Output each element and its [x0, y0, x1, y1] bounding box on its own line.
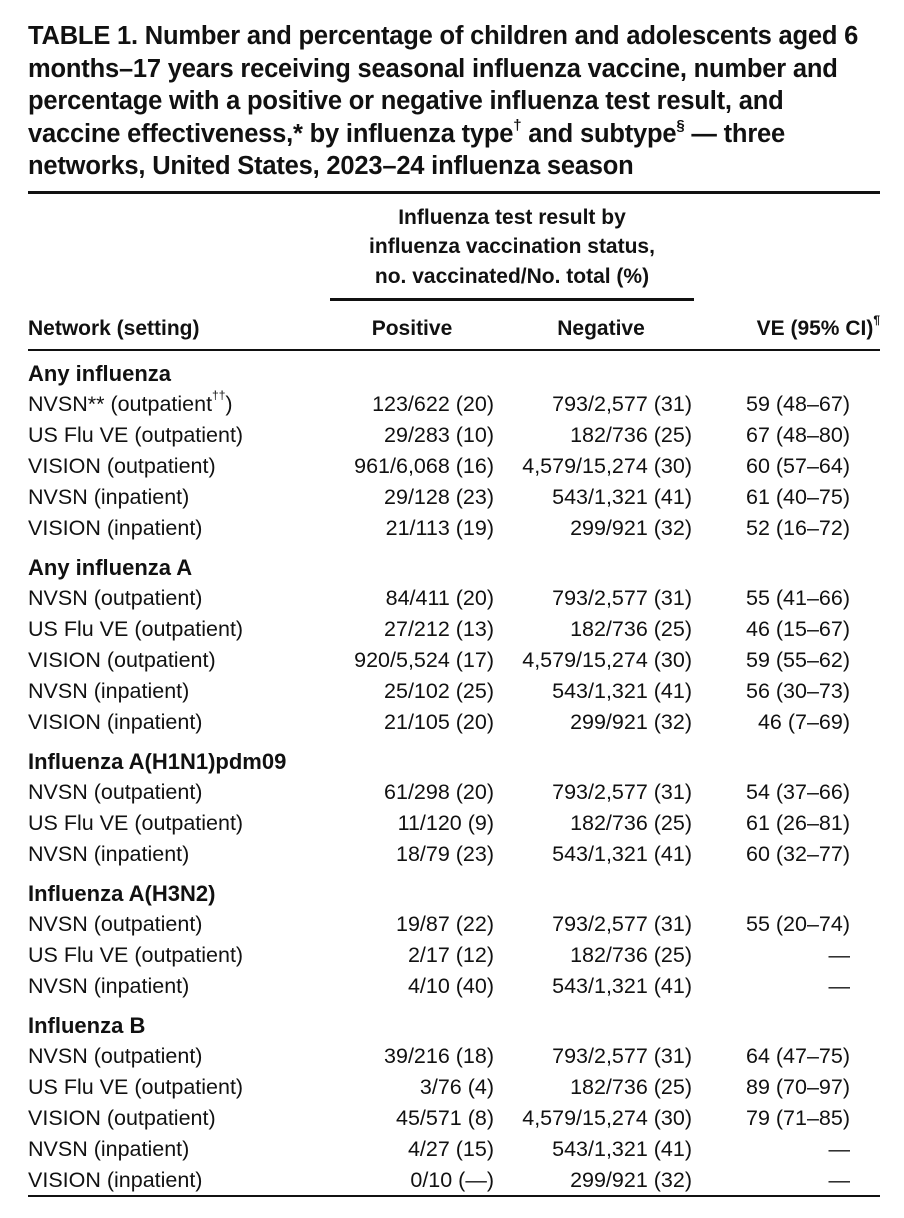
spanner-line-2: influenza vaccination status, — [369, 235, 655, 258]
cell-network — [28, 420, 243, 451]
column-header-ve-text: VE (95% CI) — [756, 316, 874, 340]
cell-negative: 543/1,321 (41) — [552, 678, 692, 703]
column-header-network: Network (setting) — [28, 316, 200, 340]
table-title — [28, 20, 880, 191]
table-row — [28, 513, 880, 544]
table-row — [28, 614, 880, 645]
cell-negative: 182/736 (25) — [570, 616, 692, 641]
table-group — [28, 878, 880, 1002]
cell-negative: 793/2,577 (31) — [552, 391, 692, 416]
cell-network-text: US Flu VE (outpatient) — [28, 942, 244, 967]
cell-network — [28, 777, 202, 808]
cell-positive: 920/5,524 (17) — [354, 647, 494, 672]
column-header-negative: Negative — [557, 316, 645, 340]
table-row — [28, 389, 880, 420]
cell-network — [28, 808, 243, 839]
group-title: Influenza A(H3N2) — [28, 880, 216, 906]
cell-negative: 299/921 (32) — [570, 709, 692, 734]
column-header-ve — [694, 312, 880, 343]
cell-ve: 52 (16–72) — [746, 515, 850, 540]
cell-network-text: VISION (inpatient) — [28, 515, 203, 540]
cell-network-text: VISION (outpatient) — [28, 453, 216, 478]
cell-ve: 60 (32–77) — [746, 841, 850, 866]
cell-positive: 3/76 (4) — [419, 1074, 494, 1099]
spanner-heading — [330, 203, 694, 292]
cell-network — [28, 1072, 243, 1103]
cell-negative: 182/736 (25) — [570, 810, 692, 835]
cell-network-text: NVSN (outpatient) — [28, 585, 203, 610]
cell-positive: 4/27 (15) — [407, 1136, 494, 1161]
cell-negative: 793/2,577 (31) — [552, 1043, 692, 1068]
cell-network-text: NVSN** (outpatient — [28, 391, 213, 416]
cell-positive: 39/216 (18) — [384, 1043, 494, 1068]
cell-network-text: US Flu VE (outpatient) — [28, 810, 244, 835]
cell-ve: 79 (71–85) — [746, 1105, 850, 1130]
cell-network — [28, 451, 216, 482]
cell-negative: 299/921 (32) — [570, 515, 692, 540]
table-row — [28, 420, 880, 451]
cell-ve: 46 (15–67) — [746, 616, 850, 641]
cell-network-text: NVSN (inpatient) — [28, 1136, 190, 1161]
table-row — [28, 808, 880, 839]
table-title-text: TABLE 1. Number and percentage of children and adolescents aged 6 months–17 years receiving seasonal influenza vaccine, number and percentage with a positive or negative influenza test result, and vaccine effectiveness,* by influenza type† and subtype§ — three networks, United States, 2023–24 influenza season — [28, 22, 859, 180]
cell-network-text: NVSN (outpatient) — [28, 911, 203, 936]
cell-network — [28, 614, 243, 645]
cell-ve: 55 (20–74) — [746, 911, 850, 936]
cell-network — [28, 971, 189, 1002]
cell-ve: 59 (55–62) — [746, 647, 850, 672]
table-row — [28, 1041, 880, 1072]
cell-ve: 60 (57–64) — [746, 453, 850, 478]
cell-positive: 29/128 (23) — [384, 484, 494, 509]
cell-negative: 182/736 (25) — [570, 1074, 692, 1099]
table-row — [28, 707, 880, 738]
cell-network — [28, 1165, 202, 1196]
table-row — [28, 971, 880, 1002]
cell-positive: 2/17 (12) — [407, 942, 494, 967]
cell-network-text: VISION (outpatient) — [28, 1105, 216, 1130]
cell-positive: 4/10 (40) — [407, 973, 494, 998]
cell-negative: 793/2,577 (31) — [552, 779, 692, 804]
cell-ve: — — [828, 1136, 850, 1161]
table-row — [28, 676, 880, 707]
cell-negative: 793/2,577 (31) — [552, 585, 692, 610]
spanner-rule — [330, 298, 694, 301]
table-row — [28, 1103, 880, 1134]
cell-ve: 55 (41–66) — [746, 585, 850, 610]
table-row — [28, 645, 880, 676]
table-group — [28, 358, 880, 544]
column-header-ve-footnote-mark: ¶ — [873, 312, 880, 327]
table-row — [28, 1134, 880, 1165]
cell-network — [28, 513, 202, 544]
cell-network — [28, 1103, 216, 1134]
cell-negative: 299/921 (32) — [570, 1167, 692, 1192]
cell-ve: 54 (37–66) — [746, 779, 850, 804]
cell-negative: 543/1,321 (41) — [552, 484, 692, 509]
table-row — [28, 909, 880, 940]
cell-ve: 64 (47–75) — [746, 1043, 850, 1068]
cell-ve: 89 (70–97) — [746, 1074, 850, 1099]
cell-negative: 543/1,321 (41) — [552, 1136, 692, 1161]
column-header-positive: Positive — [371, 316, 453, 340]
spanner-line-1: Influenza test result by — [398, 205, 626, 229]
spanner-line-3: no. vaccinated/No. total (%) — [374, 264, 650, 288]
cell-ve: 56 (30–73) — [746, 678, 850, 703]
cell-negative: 543/1,321 (41) — [552, 841, 692, 866]
table-row — [28, 777, 880, 808]
cell-positive: 11/120 (9) — [397, 810, 494, 835]
table-header — [28, 194, 880, 349]
cell-network-text: NVSN (inpatient) — [28, 678, 190, 703]
cell-network-text-end: ) — [225, 391, 233, 416]
table-row — [28, 482, 880, 513]
cell-positive: 61/298 (20) — [384, 779, 494, 804]
cell-negative: 182/736 (25) — [570, 942, 692, 967]
table-row — [28, 1165, 880, 1196]
cell-ve: — — [828, 973, 850, 998]
cell-positive: 961/6,068 (16) — [354, 453, 494, 478]
cell-ve: 46 (7–69) — [757, 709, 850, 734]
table-group — [28, 552, 880, 738]
cell-positive: 45/571 (8) — [395, 1105, 494, 1130]
cell-network — [28, 1134, 189, 1165]
bottom-rule — [28, 1195, 880, 1197]
cell-negative: 182/736 (25) — [570, 422, 692, 447]
cell-positive: 18/79 (23) — [395, 841, 494, 866]
table-row — [28, 583, 880, 614]
group-title: Influenza A(H1N1)pdm09 — [28, 748, 287, 774]
cell-network-text: US Flu VE (outpatient) — [28, 422, 244, 447]
cell-network — [28, 909, 202, 940]
table-page — [28, 20, 880, 1204]
cell-network — [28, 482, 189, 513]
cell-ve: 67 (48–80) — [746, 422, 850, 447]
cell-ve: — — [828, 942, 850, 967]
cell-network — [28, 707, 202, 738]
table-row — [28, 451, 880, 482]
cell-network-footnote-mark: †† — [212, 388, 226, 403]
cell-network — [28, 389, 233, 420]
cell-network-text: NVSN (outpatient) — [28, 1043, 203, 1068]
cell-network-text: NVSN (inpatient) — [28, 841, 190, 866]
cell-network — [28, 645, 216, 676]
cell-negative: 543/1,321 (41) — [552, 973, 692, 998]
group-title: Influenza B — [28, 1012, 146, 1038]
cell-negative: 793/2,577 (31) — [552, 911, 692, 936]
cell-ve: 61 (26–81) — [746, 810, 850, 835]
cell-positive: 21/105 (20) — [384, 709, 494, 734]
cell-positive: 123/622 (20) — [372, 391, 494, 416]
table-row — [28, 839, 880, 870]
cell-positive: 29/283 (10) — [384, 422, 494, 447]
cell-network — [28, 583, 202, 614]
cell-network-text: VISION (inpatient) — [28, 709, 203, 734]
cell-network — [28, 1041, 202, 1072]
cell-negative: 4,579/15,274 (30) — [522, 647, 692, 672]
cell-ve: 61 (40–75) — [746, 484, 850, 509]
cell-ve: 59 (48–67) — [746, 391, 850, 416]
cell-positive: 19/87 (22) — [395, 911, 494, 936]
table-group — [28, 746, 880, 870]
cell-network-text: VISION (outpatient) — [28, 647, 216, 672]
cell-network — [28, 940, 243, 971]
cell-negative: 4,579/15,274 (30) — [522, 453, 692, 478]
group-title: Any influenza A — [28, 554, 193, 580]
cell-network-text: NVSN (inpatient) — [28, 973, 190, 998]
cell-network — [28, 676, 189, 707]
table-row — [28, 1072, 880, 1103]
cell-positive: 25/102 (25) — [384, 678, 494, 703]
table-body — [28, 351, 880, 1196]
cell-network-text: NVSN (outpatient) — [28, 779, 203, 804]
cell-positive: 0/10 (—) — [410, 1167, 494, 1192]
table-row — [28, 940, 880, 971]
cell-positive: 27/212 (13) — [384, 616, 494, 641]
cell-network — [28, 839, 189, 870]
cell-network-text: US Flu VE (outpatient) — [28, 1074, 244, 1099]
group-title: Any influenza — [28, 360, 172, 386]
cell-network-text: VISION (inpatient) — [28, 1167, 203, 1192]
table-group — [28, 1010, 880, 1196]
cell-positive: 21/113 (19) — [385, 515, 494, 540]
cell-network-text: NVSN (inpatient) — [28, 484, 190, 509]
cell-negative: 4,579/15,274 (30) — [522, 1105, 692, 1130]
cell-network-text: US Flu VE (outpatient) — [28, 616, 244, 641]
cell-positive: 84/411 (20) — [385, 585, 494, 610]
cell-ve: — — [828, 1167, 850, 1192]
